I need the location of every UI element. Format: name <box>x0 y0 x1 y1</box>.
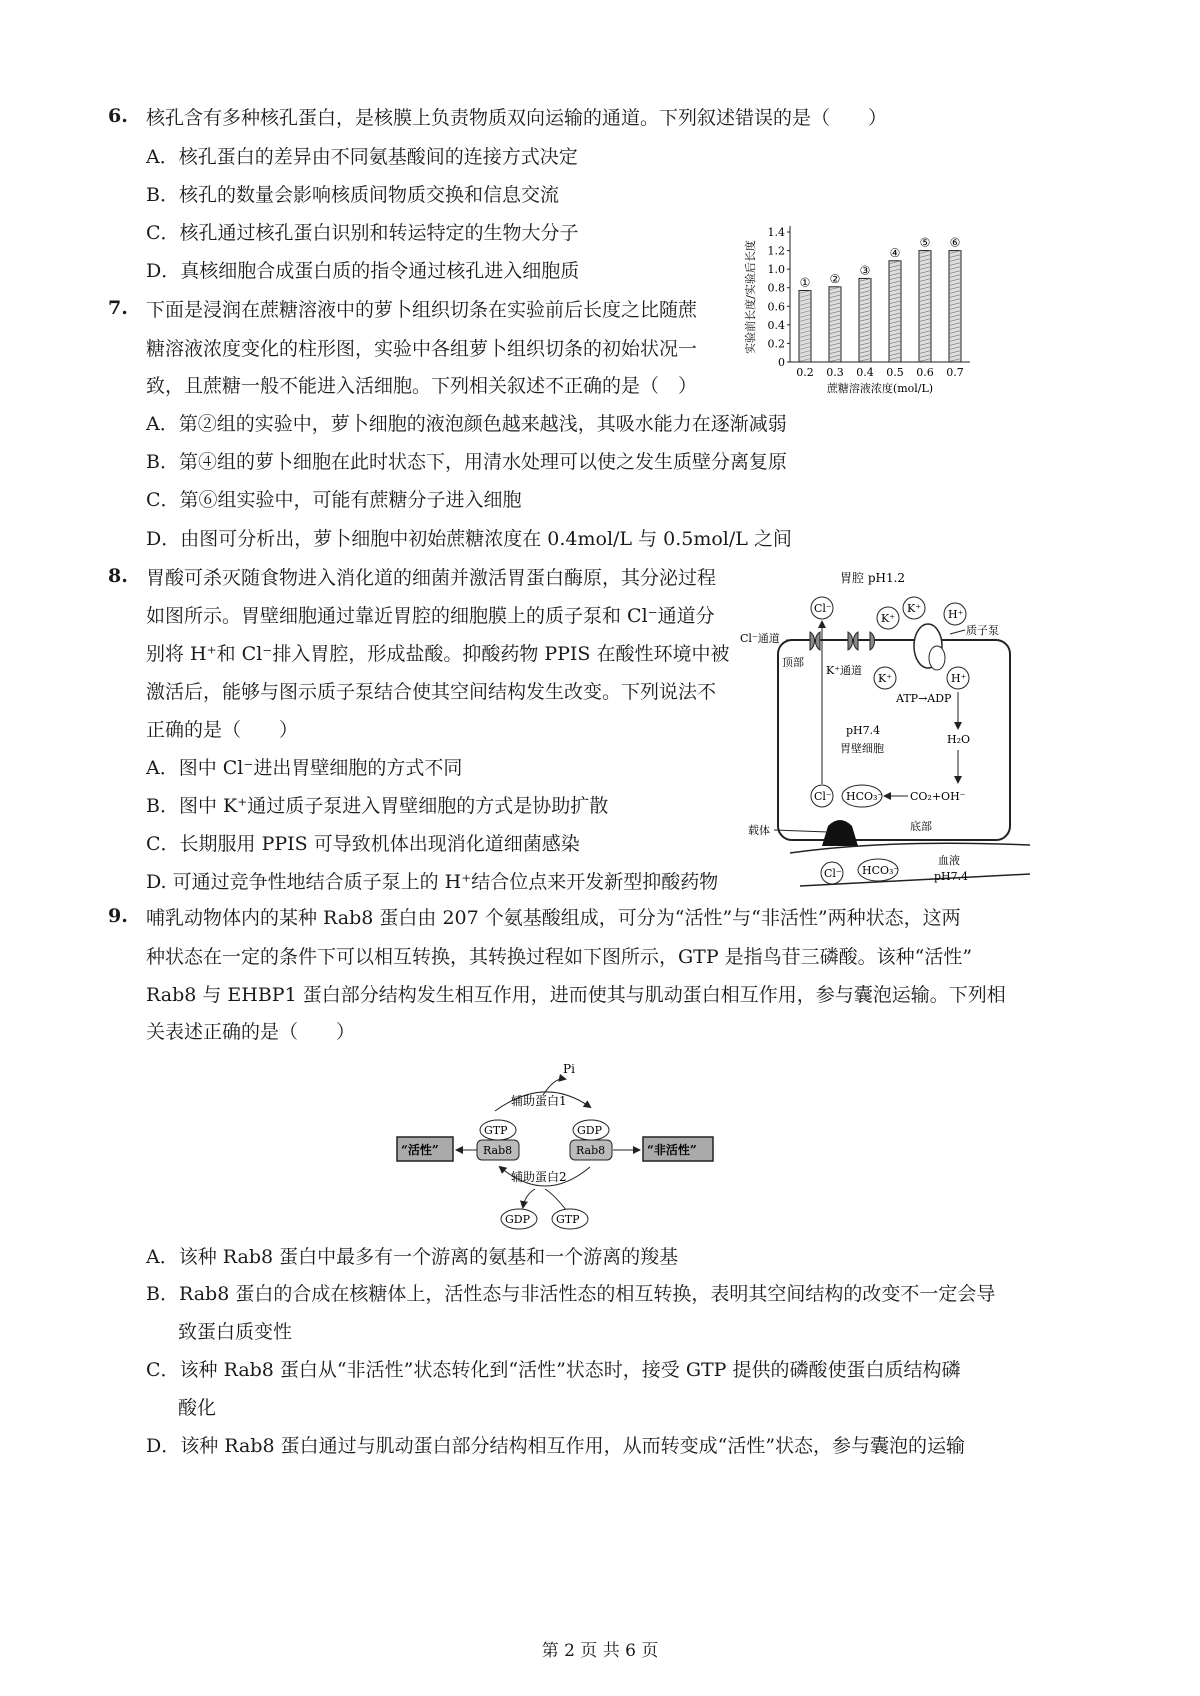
question-9-stem-line-1: 哺乳动物体内的某种 Rab8 蛋白由 207 个氨基酸组成，可分为“活性”与“非活性”两种状态，这两 <box>146 907 961 929</box>
blood-ph-label: pH7.4 <box>934 870 969 883</box>
x-tick-label: 0.5 <box>886 366 904 379</box>
x-tick-label: 0.7 <box>946 366 964 379</box>
x-tick-label: 0.6 <box>916 366 934 379</box>
x-tick-label: 0.2 <box>796 366 814 379</box>
stomach-label: 胃腔 pH1.2 <box>840 571 906 585</box>
atp-label: ATP→ADP <box>896 692 952 705</box>
gtp-label: GTP <box>484 1124 508 1137</box>
question-8-stem-line-5: 正确的是（ ） <box>146 719 299 741</box>
gtp-added-label: GTP <box>556 1213 580 1226</box>
question-6-option-c: C．核孔通过核孔蛋白识别和转运特定的生物大分子 <box>146 222 579 244</box>
k-ion-out2-label: K⁺ <box>907 602 922 615</box>
rab8-cycle-diagram <box>395 1055 725 1235</box>
y-tick-label: 1.0 <box>767 263 785 277</box>
question-8-option-c: C．长期服用 PPIS 可导致机体出现消化道细菌感染 <box>146 833 580 855</box>
question-8-option-b: B．图中 K⁺通过质子泵进入胃壁细胞的方式是协助扩散 <box>146 795 609 817</box>
question-7-option-a: A．第②组的实验中，萝卜细胞的液泡颜色越来越浅，其吸水能力在逐渐减弱 <box>146 413 787 435</box>
cell-membrane <box>778 640 1010 840</box>
question-8-stem-line-4: 激活后，能够与图示质子泵结合使其空间结构发生改变。下列说法不 <box>146 681 717 703</box>
k-ion-in-label: K⁺ <box>878 672 893 685</box>
cl-channel-icon-b <box>815 632 820 650</box>
question-8-option-d: D. 可通过竞争性地结合质子泵上的 H⁺结合位点来开发新型抑酸药物 <box>146 871 719 893</box>
k-channel-icon-c <box>870 632 875 650</box>
cl-channel-label: Cl⁻通道 <box>740 632 780 645</box>
x-tick-label: 0.4 <box>856 366 874 379</box>
bar-label: ④ <box>889 245 901 260</box>
co2-label: CO₂+OH⁻ <box>910 790 966 803</box>
rab8-inactive-label: Rab8 <box>576 1144 606 1157</box>
gdp-label: GDP <box>577 1124 603 1137</box>
question-7-option-b: B．第④组的萝卜细胞在此时状态下，用清水处理可以使之发生质壁分离复原 <box>146 451 787 473</box>
question-7-stem-line-3: 致，且蔗糖一般不能进入活细胞。下列相关叙述不正确的是（ ） <box>146 375 698 397</box>
proton-pump-part-icon <box>929 646 945 670</box>
bottom-label: 底部 <box>910 820 932 833</box>
question-9-option-d: D．该种 Rab8 蛋白通过与肌动蛋白部分结构相互作用，从而转变成“活性”状态，参与囊泡的运输 <box>146 1435 966 1457</box>
cl-channel-icon <box>810 632 815 650</box>
question-9-option-c-line-2: 酸化 <box>178 1397 217 1419</box>
x-tick-label: 0.3 <box>826 366 844 379</box>
carrier-label: 载体 <box>748 824 770 837</box>
x-axis-title: 蔗糖溶液浓度(mol/L) <box>826 382 934 395</box>
cell-label: 胃壁细胞 <box>840 742 884 755</box>
h-ion-in-label: H⁺ <box>951 672 967 685</box>
k-channel-icon-b <box>853 632 858 650</box>
question-8-stem-line-3: 别将 H⁺和 Cl⁻排入胃腔，形成盐酸。抑酸药物 PPIS 在酸性环境中被 <box>146 643 730 665</box>
rab8-active-label: Rab8 <box>483 1144 513 1157</box>
y-tick-label: 0.8 <box>767 281 785 295</box>
h-ion-out-label: H⁺ <box>948 608 964 621</box>
bar-label: ⑥ <box>949 235 961 250</box>
question-7-option-c: C．第⑥组实验中，可能有蔗糖分子进入细胞 <box>146 489 522 511</box>
water-label: H₂O <box>947 733 971 746</box>
k-ion-out-label: K⁺ <box>881 612 896 625</box>
question-9-stem-line-3: Rab8 与 EHBP1 蛋白部分结构发生相互作用，进而使其与肌动蛋白相互作用，参与囊泡运输。下列相 <box>146 984 1006 1006</box>
question-8-number: 8. <box>108 565 128 587</box>
cl-ion-top-label: Cl⁻ <box>814 602 832 615</box>
question-6-option-a: A．核孔蛋白的差异由不同氨基酸间的连接方式决定 <box>146 146 578 168</box>
question-8-stem-line-2: 如图所示。胃壁细胞通过靠近胃腔的细胞膜上的质子泵和 Cl⁻通道分 <box>146 605 715 627</box>
proton-pump-label: 质子泵 <box>966 624 999 637</box>
k-channel-icon <box>848 632 853 650</box>
y-tick-label: 1.2 <box>767 244 785 258</box>
bar-label: ② <box>829 271 841 286</box>
gastric-cell-diagram <box>740 568 1030 898</box>
question-6-number: 6. <box>108 105 128 127</box>
question-9-option-c-line-1: C．该种 Rab8 蛋白从“非活性”状态转化到“活性”状态时，接受 GTP 提供的磷酸使蛋白质结构磷 <box>146 1359 961 1381</box>
active-state-label: “活性” <box>401 1143 439 1157</box>
helper2-label: 辅助蛋白2 <box>511 1170 567 1184</box>
question-7-stem-line-2: 糖溶液浓度变化的柱形图，实验中各组萝卜组织切条的初始状况一 <box>146 338 698 360</box>
hco3-in-label: HCO₃⁻ <box>846 790 884 803</box>
bar-label: ③ <box>859 263 871 278</box>
y-axis-title: 实验前长度/实验后长度 <box>744 240 757 354</box>
question-7-number: 7. <box>108 297 128 319</box>
y-tick-label: 0 <box>778 356 785 369</box>
cl-ion-blood-label: Cl⁻ <box>824 867 842 880</box>
question-8-option-a: A．图中 Cl⁻进出胃壁细胞的方式不同 <box>146 757 463 779</box>
question-8-stem-line-1: 胃酸可杀灭随食物进入消化道的细菌并激活胃蛋白酶原，其分泌过程 <box>146 567 717 589</box>
carrier-icon <box>822 820 858 846</box>
y-tick-label: 0.4 <box>767 318 785 332</box>
hco3-blood-label: HCO₃⁻ <box>862 864 900 877</box>
top-label: 顶部 <box>782 656 804 669</box>
bar-label: ① <box>799 275 811 290</box>
question-9-option-b-line-1: B．Rab8 蛋白的合成在核糖体上，活性态与非活性态的相互转换，表明其空间结构的改变不一定会导 <box>146 1283 996 1305</box>
bar-label: ⑤ <box>919 235 931 250</box>
question-6-option-d: D．真核细胞合成蛋白质的指令通过核孔进入细胞质 <box>146 260 580 282</box>
cl-ion-in-label: Cl⁻ <box>814 790 832 803</box>
pi-label: Pi <box>563 1062 575 1076</box>
question-9-stem-line-2: 种状态在一定的条件下可以相互转换，其转换过程如下图所示，GTP 是指鸟苷三磷酸。该种“活性” <box>146 946 973 968</box>
page-footer: 第 2 页 共 6 页 <box>541 1641 659 1661</box>
inactive-state-label: “非活性” <box>647 1143 697 1157</box>
question-9-number: 9. <box>108 905 128 927</box>
y-tick-label: 1.4 <box>767 226 785 239</box>
question-6-stem: 核孔含有多种核孔蛋白，是核膜上负责物质双向运输的通道。下列叙述错误的是（ ） <box>146 107 888 129</box>
question-6-option-b: B．核孔的数量会影响核质间物质交换和信息交流 <box>146 184 559 206</box>
question-9-option-a: A．该种 Rab8 蛋白中最多有一个游离的氨基和一个游离的羧基 <box>146 1246 679 1268</box>
y-tick-label: 0.2 <box>767 337 785 351</box>
blood-label: 血液 <box>938 854 960 867</box>
y-tick-label: 0.6 <box>767 300 785 314</box>
question-7-stem-line-1: 下面是浸润在蔗糖溶液中的萝卜组织切条在实验前后长度之比随蔗 <box>146 299 698 321</box>
cell-ph-label: pH7.4 <box>846 724 881 737</box>
k-channel-label: K⁺通道 <box>826 664 863 677</box>
helper1-label: 辅助蛋白1 <box>511 1094 567 1108</box>
question-9-option-b-line-2: 致蛋白质变性 <box>178 1321 293 1343</box>
bar-chart <box>740 212 980 412</box>
question-7-option-d: D．由图可分析出，萝卜细胞中初始蔗糖浓度在 0.4mol/L 与 0.5mol/L 之间 <box>146 528 792 550</box>
question-9-stem-line-4: 关表述正确的是（ ） <box>146 1021 356 1043</box>
gdp-released-label: GDP <box>505 1213 531 1226</box>
